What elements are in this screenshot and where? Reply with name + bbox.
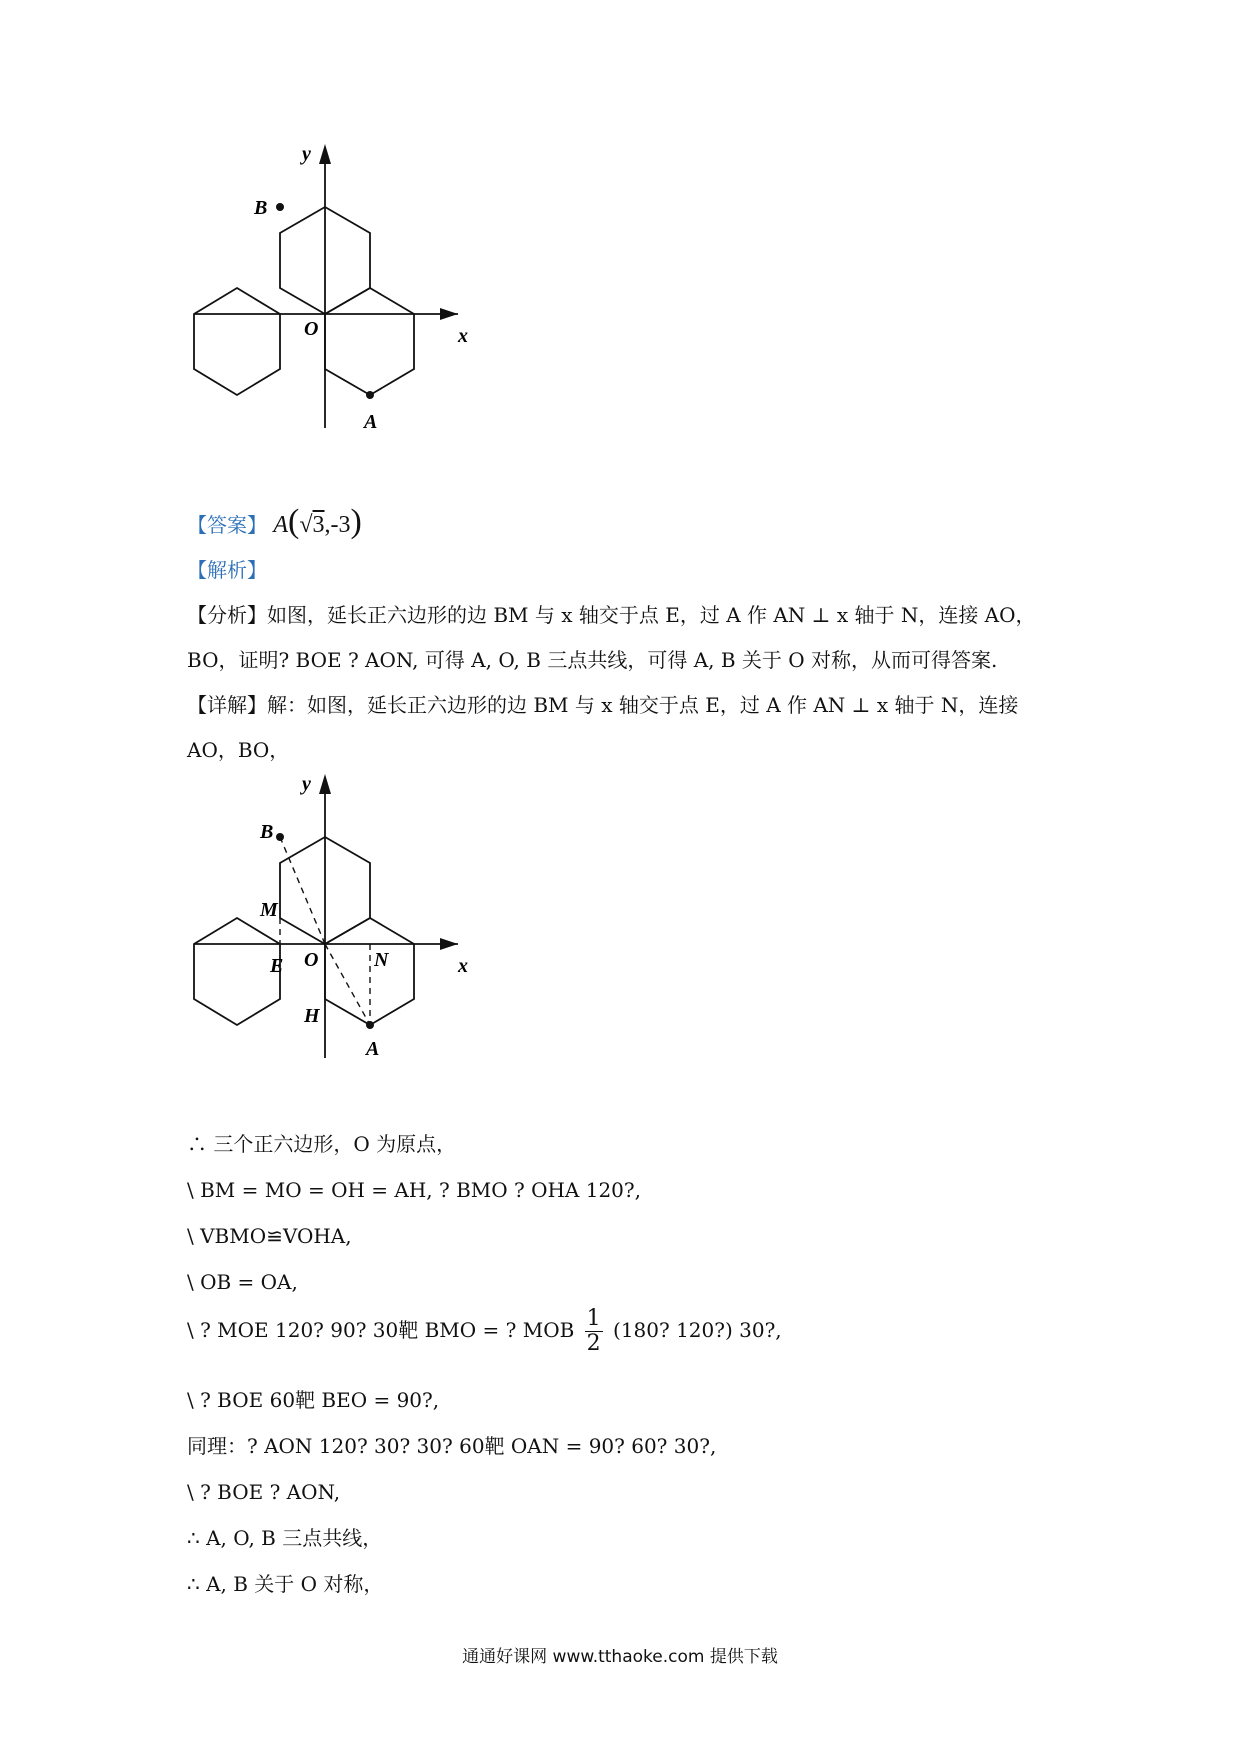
hexagon-figure-2 xyxy=(190,773,490,1070)
label-n: N xyxy=(374,949,389,971)
step-10: ∴ A, B 关于 O 对称， xyxy=(187,1572,384,1596)
hexagon-bottom-left xyxy=(194,918,280,1025)
y-axis-arrow xyxy=(319,774,331,794)
label-y: y xyxy=(302,143,311,165)
hexagon-figure-1 xyxy=(190,143,490,440)
label-x: x xyxy=(458,325,468,347)
step-8: \ ? BOE ? AON, xyxy=(187,1480,341,1504)
label-h: H xyxy=(304,1005,320,1027)
analysis-line-1: 【分析】如图，延长正六边形的边 BM 与 x 轴交于点 E，过 A 作 AN ⊥ x 轴于 N，连接 AO， xyxy=(187,603,1036,627)
answer-line xyxy=(187,500,362,547)
step-6: \ ? BOE 60靶 BEO = 90?, xyxy=(187,1388,440,1412)
label-b: B xyxy=(254,197,268,219)
hexagon-bottom-right xyxy=(325,288,414,395)
answer-expression: A(√3,‑3) xyxy=(273,503,362,540)
step-7: 同理：? AON 120? 30? 30? 60靶 OAN = 90? 60? 30?, xyxy=(187,1434,717,1458)
point-a xyxy=(366,1021,374,1029)
label-a: A xyxy=(366,1038,380,1060)
x-axis-arrow xyxy=(440,308,458,320)
label-a: A xyxy=(364,411,378,433)
point-b xyxy=(276,833,284,841)
label-o: O xyxy=(304,318,319,340)
analysis-line-2: BO，证明? BOE ? AON, 可得 A, O, B 三点共线，可得 A, B 关于 O 对称，从而可得答案. xyxy=(187,648,998,672)
label-y: y xyxy=(302,773,311,795)
step-1: ∴ 三个正六边形，O 为原点， xyxy=(187,1132,457,1156)
x-axis-arrow xyxy=(440,938,458,950)
y-axis-arrow xyxy=(319,144,331,164)
hexagon-bottom-left xyxy=(194,288,280,395)
detail-line-2: AO，BO， xyxy=(187,738,290,762)
answer-tag: 【答案】 xyxy=(187,513,267,537)
label-x: x xyxy=(458,955,468,977)
label-m: M xyxy=(260,899,278,921)
step-2: \ BM = MO = OH = AH, ? BMO ? OHA 120?, xyxy=(187,1178,641,1202)
step-9: ∴ A, O, B 三点共线， xyxy=(187,1526,383,1550)
page-footer: 通通好课网 www.tthaoke.com 提供下载 xyxy=(462,1647,778,1667)
analysis-tag: 【解析】 xyxy=(187,558,267,582)
point-b xyxy=(276,203,284,211)
label-e: E xyxy=(270,955,284,977)
step-3: \ VBMO≌VOHA, xyxy=(187,1224,352,1248)
detail-line-1: 【详解】解：如图，延长正六边形的边 BM 与 x 轴交于点 E，过 A 作 AN ⊥ x 轴于 N，连接 xyxy=(187,693,1019,717)
fraction-one-half: $\frac{1}{2}$ xyxy=(586,1306,601,1356)
step-4: \ OB = OA, xyxy=(187,1270,298,1294)
label-b: B xyxy=(260,821,274,843)
step-5: \ ? MOE 120? 90? 30靶 BMO = ? MOB $\frac{1}{2}$ (180? 120?) 30?, xyxy=(187,1306,782,1356)
point-a xyxy=(366,391,374,399)
dashed-b-o xyxy=(280,837,325,944)
label-o: O xyxy=(304,949,319,971)
